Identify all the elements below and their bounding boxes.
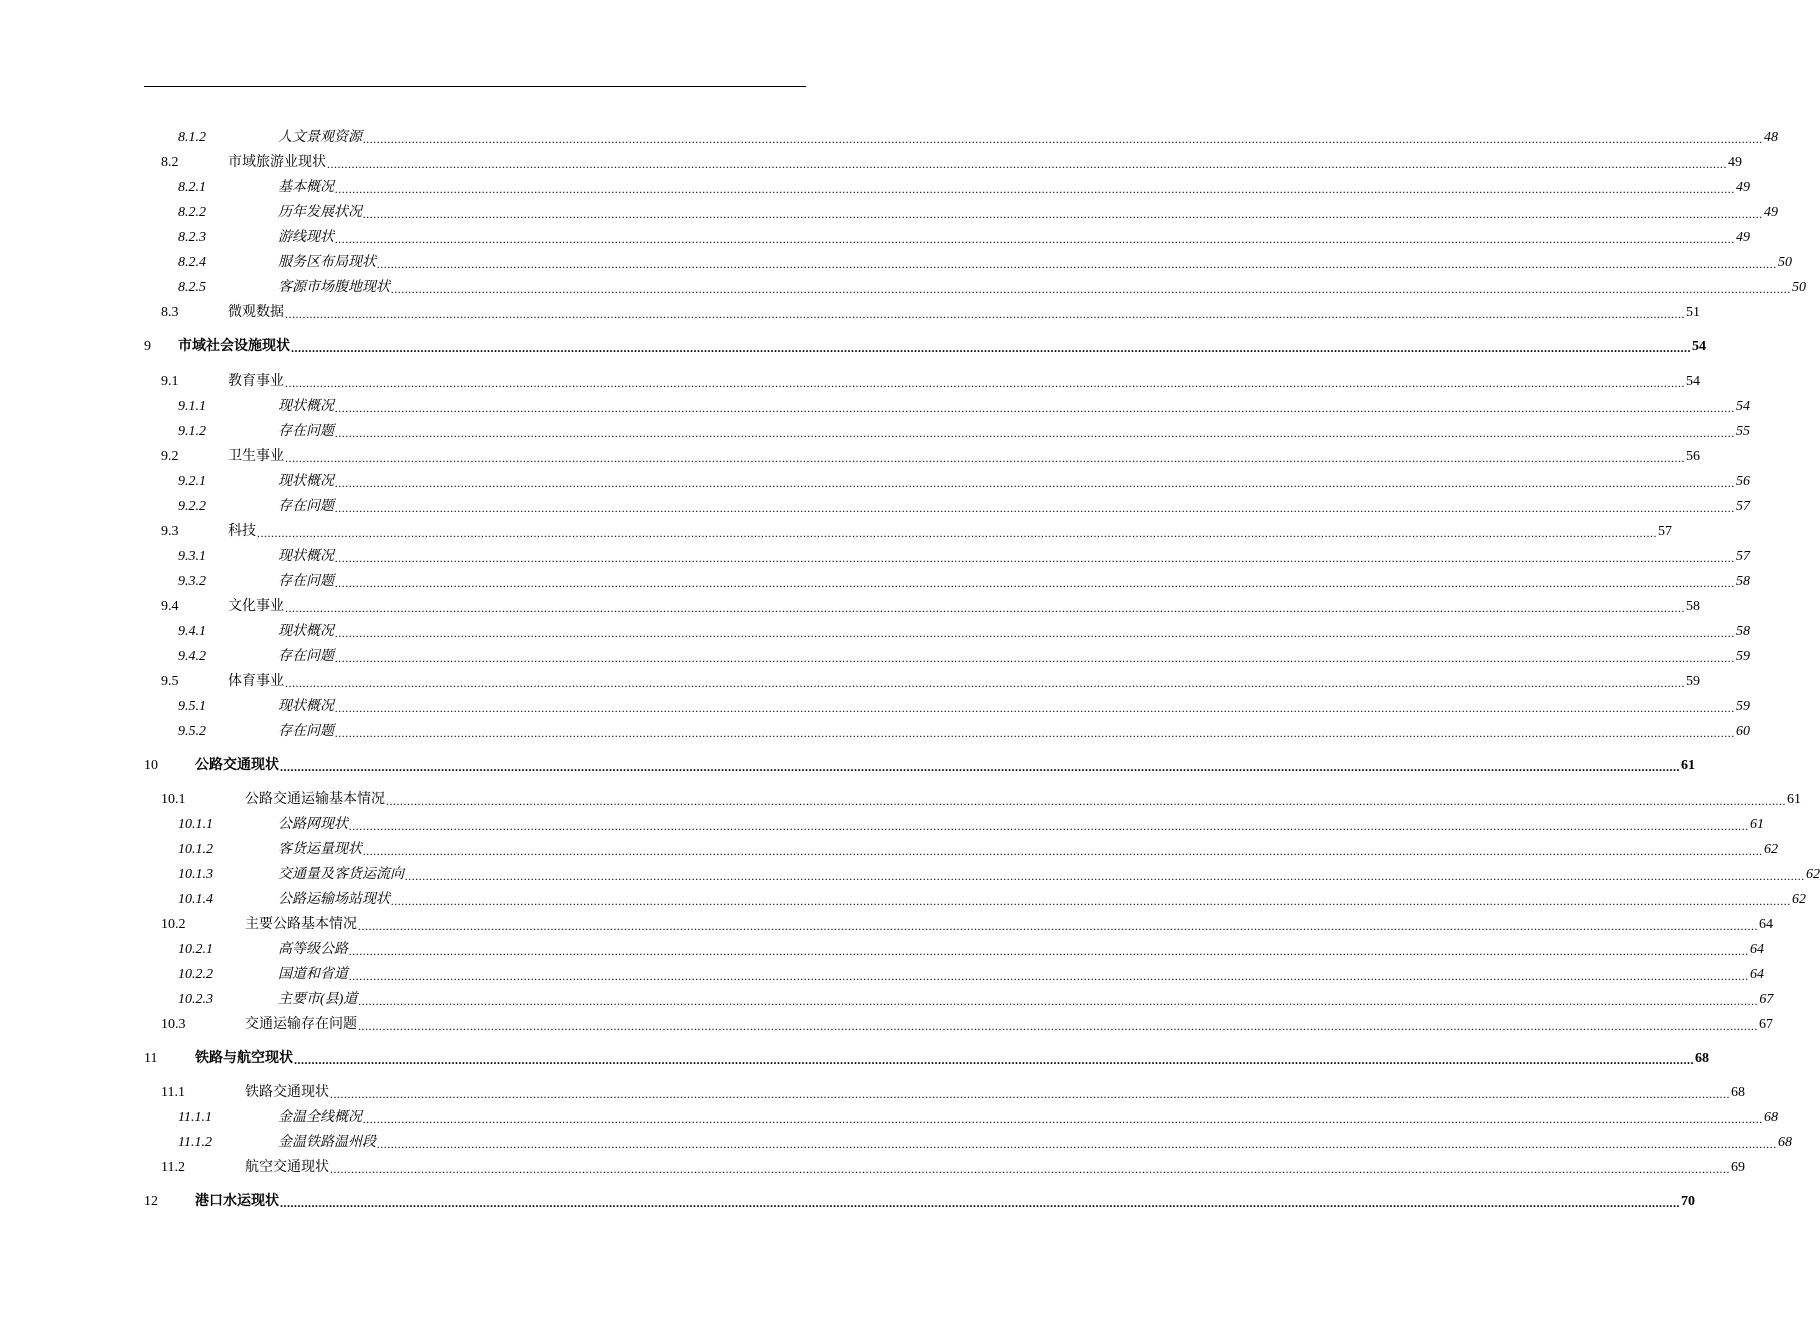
toc-entry-page: 61: [1750, 817, 1764, 832]
toc-entry-number: 9.2.1: [178, 474, 206, 489]
toc-entry-number: 9.1.1: [178, 399, 206, 414]
toc-dot-leader: ................................................................................................................................................................................................................................................................................................................................................................................................................: [280, 760, 1680, 774]
toc-dot-leader: ................................................................................................................................................................................................................................................................................................................................................................................................................: [358, 1019, 1758, 1033]
toc-entry[interactable]: [144, 446, 1700, 468]
toc-entry-number: 9.5.1: [178, 699, 206, 714]
toc-entry[interactable]: [144, 596, 1700, 618]
toc-entry-number: 8.2: [161, 155, 179, 170]
toc-dot-leader: ................................................................................................................................................................................................................................................................................................................................................................................................................: [285, 676, 1685, 690]
toc-entry-number: 10.1.4: [178, 892, 213, 907]
toc-entry[interactable]: [144, 277, 1806, 299]
toc-entry-page: 59: [1686, 674, 1700, 689]
toc-entry-page: 68: [1731, 1085, 1745, 1100]
toc-dot-leader: ................................................................................................................................................................................................................................................................................................................................................................................................................: [358, 919, 1758, 933]
toc-entry-title: 客货运量现状: [278, 842, 362, 857]
toc-entry[interactable]: [144, 546, 1750, 568]
toc-entry[interactable]: [144, 1107, 1778, 1129]
toc-entry-number: 11.1.2: [178, 1135, 212, 1150]
toc-entry-number: 10.1.2: [178, 842, 213, 857]
toc-entry-page: 57: [1736, 549, 1750, 564]
toc-dot-leader: ................................................................................................................................................................................................................................................................................................................................................................................................................: [335, 476, 1735, 490]
toc-entry-page: 48: [1764, 130, 1778, 145]
toc-entry-number: 8.2.4: [178, 255, 206, 270]
header-rule: [144, 86, 806, 87]
toc-entry-title: 市域旅游业现状: [228, 155, 326, 170]
toc-dot-leader: ................................................................................................................................................................................................................................................................................................................................................................................................................: [291, 341, 1691, 355]
toc-entry-number: 11.1.1: [178, 1110, 212, 1125]
toc-entry-number: 9.3: [161, 524, 179, 539]
toc-dot-leader: ................................................................................................................................................................................................................................................................................................................................................................................................................: [391, 282, 1791, 296]
toc-entry-number: 8.2.5: [178, 280, 206, 295]
toc-entry-number: 11: [144, 1051, 158, 1066]
toc-entry-title: 人文景观资源: [278, 130, 362, 145]
toc-entry-title: 主要公路基本情况: [245, 917, 357, 932]
toc-entry[interactable]: [144, 1048, 1709, 1070]
toc-entry[interactable]: [144, 396, 1750, 418]
toc-entry-title: 微观数据: [228, 305, 284, 320]
toc-dot-leader: ................................................................................................................................................................................................................................................................................................................................................................................................................: [285, 307, 1685, 321]
toc-entry[interactable]: [144, 302, 1700, 324]
toc-entry-page: 54: [1736, 399, 1750, 414]
toc-entry-title: 教育事业: [228, 374, 284, 389]
toc-entry-page: 62: [1792, 892, 1806, 907]
toc-entry-title: 游线现状: [278, 230, 334, 245]
toc-dot-leader: ................................................................................................................................................................................................................................................................................................................................................................................................................: [335, 701, 1735, 715]
toc-entry-title: 现状概况: [278, 624, 334, 639]
toc-dot-leader: ................................................................................................................................................................................................................................................................................................................................................................................................................: [335, 576, 1735, 590]
toc-entry[interactable]: [144, 252, 1792, 274]
toc-entry-title: 金温全线概况: [278, 1110, 362, 1125]
toc-entry-page: 64: [1750, 942, 1764, 957]
toc-entry-page: 70: [1681, 1194, 1695, 1209]
toc-entry-title: 科技: [228, 524, 256, 539]
toc-entry-number: 9.1: [161, 374, 179, 389]
toc-dot-leader: ................................................................................................................................................................................................................................................................................................................................................................................................................: [335, 501, 1735, 515]
toc-entry-number: 9.3.2: [178, 574, 206, 589]
toc-entry-number: 10.1.3: [178, 867, 213, 882]
toc-entry[interactable]: [144, 646, 1750, 668]
toc-entry-title: 现状概况: [278, 474, 334, 489]
toc-entry-page: 54: [1686, 374, 1700, 389]
toc-entry-page: 61: [1787, 792, 1801, 807]
toc-entry-title: 现状概况: [278, 549, 334, 564]
toc-dot-leader: ................................................................................................................................................................................................................................................................................................................................................................................................................: [363, 207, 1763, 221]
toc-entry[interactable]: [144, 496, 1750, 518]
toc-entry-page: 68: [1764, 1110, 1778, 1125]
toc-entry-title: 交通量及客货运流向: [278, 867, 404, 882]
toc-entry-number: 11.2: [161, 1160, 185, 1175]
toc-entry[interactable]: [144, 227, 1750, 249]
toc-entry-title: 存在问题: [278, 424, 334, 439]
toc-entry[interactable]: [144, 336, 1706, 358]
toc-entry-number: 9: [144, 339, 151, 354]
toc-entry-number: 10.2.3: [178, 992, 213, 1007]
toc-entry[interactable]: [144, 127, 1778, 149]
toc-dot-leader: ................................................................................................................................................................................................................................................................................................................................................................................................................: [285, 601, 1685, 615]
toc-entry-page: 58: [1736, 574, 1750, 589]
toc-dot-leader: ................................................................................................................................................................................................................................................................................................................................................................................................................: [330, 1087, 1730, 1101]
toc-entry[interactable]: [144, 696, 1750, 718]
toc-entry-page: 67: [1759, 1017, 1773, 1032]
toc-entry[interactable]: [144, 989, 1774, 1011]
toc-entry[interactable]: [144, 177, 1750, 199]
toc-entry-number: 10.2.1: [178, 942, 213, 957]
toc-entry-number: 10.2: [161, 917, 186, 932]
toc-entry-number: 9.5: [161, 674, 179, 689]
toc-dot-leader: ................................................................................................................................................................................................................................................................................................................................................................................................................: [294, 1053, 1694, 1067]
toc-entry-number: 9.2.2: [178, 499, 206, 514]
toc-dot-leader: ................................................................................................................................................................................................................................................................................................................................................................................................................: [335, 626, 1735, 640]
toc-entry-number: 9.2: [161, 449, 179, 464]
toc-entry-title: 国道和省道: [278, 967, 348, 982]
toc-dot-leader: ................................................................................................................................................................................................................................................................................................................................................................................................................: [377, 257, 1777, 271]
toc-entry-number: 8.1.2: [178, 130, 206, 145]
toc-entry[interactable]: [144, 721, 1750, 743]
toc-entry-page: 49: [1736, 230, 1750, 245]
toc-entry[interactable]: [144, 1157, 1745, 1179]
toc-entry[interactable]: [144, 571, 1750, 593]
toc-entry-number: 9.5.2: [178, 724, 206, 739]
toc-entry[interactable]: [144, 1191, 1695, 1213]
toc-entry-title: 基本概况: [278, 180, 334, 195]
toc-entry-title: 公路交通现状: [195, 758, 279, 773]
toc-entry-title: 客源市场腹地现状: [278, 280, 390, 295]
toc-entry[interactable]: [144, 471, 1750, 493]
toc-entry-number: 10.2.2: [178, 967, 213, 982]
toc-entry[interactable]: [144, 889, 1806, 911]
toc-dot-leader: ................................................................................................................................................................................................................................................................................................................................................................................................................: [405, 869, 1805, 883]
toc-dot-leader: ................................................................................................................................................................................................................................................................................................................................................................................................................: [335, 426, 1735, 440]
toc-entry-number: 9.4: [161, 599, 179, 614]
toc-entry-title: 航空交通现状: [245, 1160, 329, 1175]
toc-entry-number: 8.2.2: [178, 205, 206, 220]
toc-entry-page: 62: [1806, 867, 1820, 882]
toc-entry[interactable]: [144, 421, 1750, 443]
toc-dot-leader: ................................................................................................................................................................................................................................................................................................................................................................................................................: [335, 726, 1735, 740]
toc-entry-title: 存在问题: [278, 499, 334, 514]
toc-entry-page: 64: [1759, 917, 1773, 932]
toc-dot-leader: ................................................................................................................................................................................................................................................................................................................................................................................................................: [285, 451, 1685, 465]
toc-entry-number: 8.3: [161, 305, 179, 320]
toc-entry-title: 存在问题: [278, 724, 334, 739]
toc-entry-title: 公路网现状: [278, 817, 348, 832]
toc-dot-leader: ................................................................................................................................................................................................................................................................................................................................................................................................................: [285, 376, 1685, 390]
toc-entry-title: 公路交通运输基本情况: [245, 792, 385, 807]
toc-dot-leader: ................................................................................................................................................................................................................................................................................................................................................................................................................: [335, 232, 1735, 246]
toc-entry-title: 现状概况: [278, 399, 334, 414]
toc-dot-leader: ................................................................................................................................................................................................................................................................................................................................................................................................................: [335, 651, 1735, 665]
toc-entry[interactable]: [144, 939, 1764, 961]
toc-entry-page: 64: [1750, 967, 1764, 982]
toc-entry-title: 高等级公路: [278, 942, 348, 957]
toc-entry-page: 50: [1778, 255, 1792, 270]
toc-entry-number: 12: [144, 1194, 158, 1209]
toc-entry-title: 港口水运现状: [195, 1194, 279, 1209]
toc-entry-page: 61: [1681, 758, 1695, 773]
toc-entry-number: 10.3: [161, 1017, 186, 1032]
toc-entry-page: 49: [1736, 180, 1750, 195]
toc-entry-number: 9.1.2: [178, 424, 206, 439]
toc-dot-leader: ................................................................................................................................................................................................................................................................................................................................................................................................................: [280, 1196, 1680, 1210]
toc-entry-number: 8.2.1: [178, 180, 206, 195]
toc-dot-leader: ................................................................................................................................................................................................................................................................................................................................................................................................................: [363, 1112, 1763, 1126]
toc-entry-number: 10.1.1: [178, 817, 213, 832]
toc-entry-page: 56: [1686, 449, 1700, 464]
toc-entry-number: 9.3.1: [178, 549, 206, 564]
toc-entry-title: 交通运输存在问题: [245, 1017, 357, 1032]
toc-dot-leader: ................................................................................................................................................................................................................................................................................................................................................................................................................: [335, 182, 1735, 196]
toc-entry[interactable]: [144, 671, 1700, 693]
toc-entry-page: 49: [1764, 205, 1778, 220]
toc-dot-leader: ................................................................................................................................................................................................................................................................................................................................................................................................................: [363, 132, 1763, 146]
toc-dot-leader: ................................................................................................................................................................................................................................................................................................................................................................................................................: [335, 551, 1735, 565]
toc-entry[interactable]: [144, 864, 1820, 886]
toc-entry-title: 文化事业: [228, 599, 284, 614]
toc-entry-page: 62: [1764, 842, 1778, 857]
toc-entry-title: 铁路交通现状: [245, 1085, 329, 1100]
toc-dot-leader: ................................................................................................................................................................................................................................................................................................................................................................................................................: [386, 794, 1786, 808]
toc-entry[interactable]: [144, 839, 1778, 861]
toc-entry[interactable]: [144, 755, 1695, 777]
toc-entry-page: 56: [1736, 474, 1750, 489]
toc-dot-leader: ................................................................................................................................................................................................................................................................................................................................................................................................................: [349, 969, 1749, 983]
toc-entry-title: 卫生事业: [228, 449, 284, 464]
toc-entry-title: 体育事业: [228, 674, 284, 689]
toc-dot-leader: ................................................................................................................................................................................................................................................................................................................................................................................................................: [377, 1137, 1777, 1151]
toc-entry-page: 49: [1728, 155, 1742, 170]
toc-entry[interactable]: [144, 202, 1778, 224]
toc-entry-page: 54: [1692, 339, 1706, 354]
toc-entry[interactable]: [144, 814, 1764, 836]
toc-entry-page: 59: [1736, 699, 1750, 714]
toc-entry-page: 59: [1736, 649, 1750, 664]
toc-entry-number: 9.4.2: [178, 649, 206, 664]
toc-entry-page: 67: [1759, 992, 1774, 1007]
toc-entry-page: 58: [1736, 624, 1750, 639]
toc-entry[interactable]: [144, 964, 1764, 986]
toc-entry[interactable]: [144, 371, 1700, 393]
toc-entry-page: 58: [1686, 599, 1700, 614]
toc-entry-number: 8.2.3: [178, 230, 206, 245]
toc-entry-page: 57: [1658, 524, 1672, 539]
toc-entry-title: 铁路与航空现状: [195, 1051, 293, 1066]
toc-entry-title: 主要市(县)道: [278, 992, 358, 1007]
toc-dot-leader: ................................................................................................................................................................................................................................................................................................................................................................................................................: [330, 1162, 1730, 1176]
toc-dot-leader: ................................................................................................................................................................................................................................................................................................................................................................................................................: [335, 401, 1735, 415]
toc-entry[interactable]: [144, 621, 1750, 643]
toc-entry[interactable]: [144, 789, 1801, 811]
toc-entry[interactable]: [144, 152, 1742, 174]
toc-dot-leader: ................................................................................................................................................................................................................................................................................................................................................................................................................: [349, 944, 1749, 958]
toc-entry-number: 10: [144, 758, 158, 773]
toc-entry-title: 服务区布局现状: [278, 255, 376, 270]
toc-entry-page: 68: [1695, 1051, 1709, 1066]
toc-entry-title: 金温铁路温州段: [278, 1135, 376, 1150]
toc-dot-leader: ................................................................................................................................................................................................................................................................................................................................................................................................................: [257, 526, 1657, 540]
toc-entry-title: 历年发展状况: [278, 205, 362, 220]
toc-entry-page: 55: [1736, 424, 1750, 439]
toc-entry-title: 公路运输场站现状: [278, 892, 390, 907]
toc-dot-leader: ................................................................................................................................................................................................................................................................................................................................................................................................................: [327, 157, 1727, 171]
toc-entry-page: 57: [1736, 499, 1750, 514]
toc-entry[interactable]: [144, 914, 1773, 936]
toc-entry-number: 11.1: [161, 1085, 185, 1100]
toc-entry-title: 存在问题: [278, 574, 334, 589]
toc-entry-title: 现状概况: [278, 699, 334, 714]
toc-dot-leader: ................................................................................................................................................................................................................................................................................................................................................................................................................: [391, 894, 1791, 908]
toc-entry-page: 60: [1736, 724, 1750, 739]
toc-entry-number: 10.1: [161, 792, 186, 807]
toc-entry-number: 9.4.1: [178, 624, 206, 639]
toc-entry-page: 68: [1778, 1135, 1792, 1150]
toc-entry[interactable]: [144, 521, 1672, 543]
toc-dot-leader: ................................................................................................................................................................................................................................................................................................................................................................................................................: [358, 994, 1759, 1008]
toc-entry[interactable]: [144, 1082, 1745, 1104]
toc-entry-page: 69: [1731, 1160, 1745, 1175]
toc-entry-page: 51: [1686, 305, 1700, 320]
toc-entry[interactable]: [144, 1014, 1773, 1036]
toc-entry-title: 市域社会设施现状: [178, 339, 290, 354]
toc-dot-leader: ................................................................................................................................................................................................................................................................................................................................................................................................................: [349, 819, 1749, 833]
toc-entry-page: 50: [1792, 280, 1806, 295]
toc-dot-leader: ................................................................................................................................................................................................................................................................................................................................................................................................................: [363, 844, 1763, 858]
toc-entry[interactable]: [144, 1132, 1792, 1154]
toc-entry-title: 存在问题: [278, 649, 334, 664]
